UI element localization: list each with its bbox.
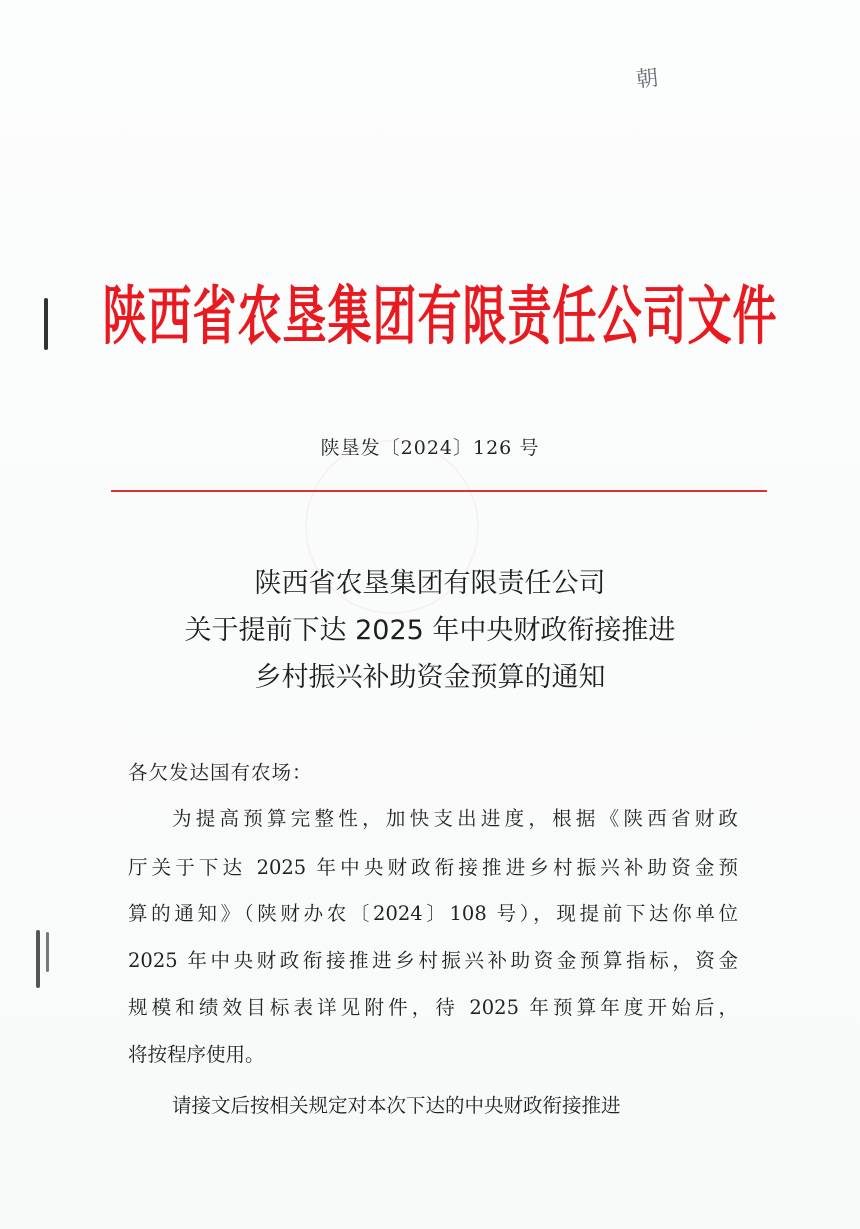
document-title-line-2: 关于提前下达 2025 年中央财政衔接推进 bbox=[184, 615, 676, 646]
body-paragraph-1-line-1: 为提高预算完整性，加快支出进度，根据《陕西省财政 bbox=[172, 807, 738, 830]
handwritten-annotation: 朝 bbox=[634, 66, 658, 93]
binding-hole-mark-bottom-inner bbox=[46, 932, 49, 972]
red-separator-line bbox=[111, 490, 767, 492]
body-paragraph-1-line-2: 厅关于下达 2025 年中央财政衔接推进乡村振兴补助资金预 bbox=[128, 856, 738, 879]
document-number: 陕垦发〔2024〕126 号 bbox=[320, 437, 540, 459]
document-title-line-3: 乡村振兴补助资金预算的通知 bbox=[254, 662, 606, 693]
body-paragraph-1-line-5: 规模和绩效目标表详见附件，待 2025 年预算年度开始后， bbox=[128, 996, 738, 1019]
binding-hole-mark-bottom bbox=[36, 930, 40, 988]
document-title bbox=[0, 560, 860, 701]
body-paragraph-1-line-4: 2025 年中央财政衔接推进乡村振兴补助资金预算指标，资金 bbox=[128, 949, 738, 972]
body-paragraph-1-line-3: 算的通知》（陕财办农〔2024〕108 号），现提前下达你单位 bbox=[128, 902, 738, 925]
binding-hole-mark-top bbox=[44, 298, 48, 350]
red-header-org-title: 陕西省农垦集团有限责任公司文件 bbox=[102, 279, 778, 354]
body-paragraph-2-line-1: 请接文后按相关规定对本次下达的中央财政衔接推进 bbox=[172, 1094, 621, 1117]
document-title-line-1: 陕西省农垦集团有限责任公司 bbox=[254, 568, 606, 599]
body-paragraph-1-line-6: 将按程序使用。 bbox=[128, 1043, 265, 1066]
salutation: 各欠发达国有农场： bbox=[128, 761, 313, 784]
